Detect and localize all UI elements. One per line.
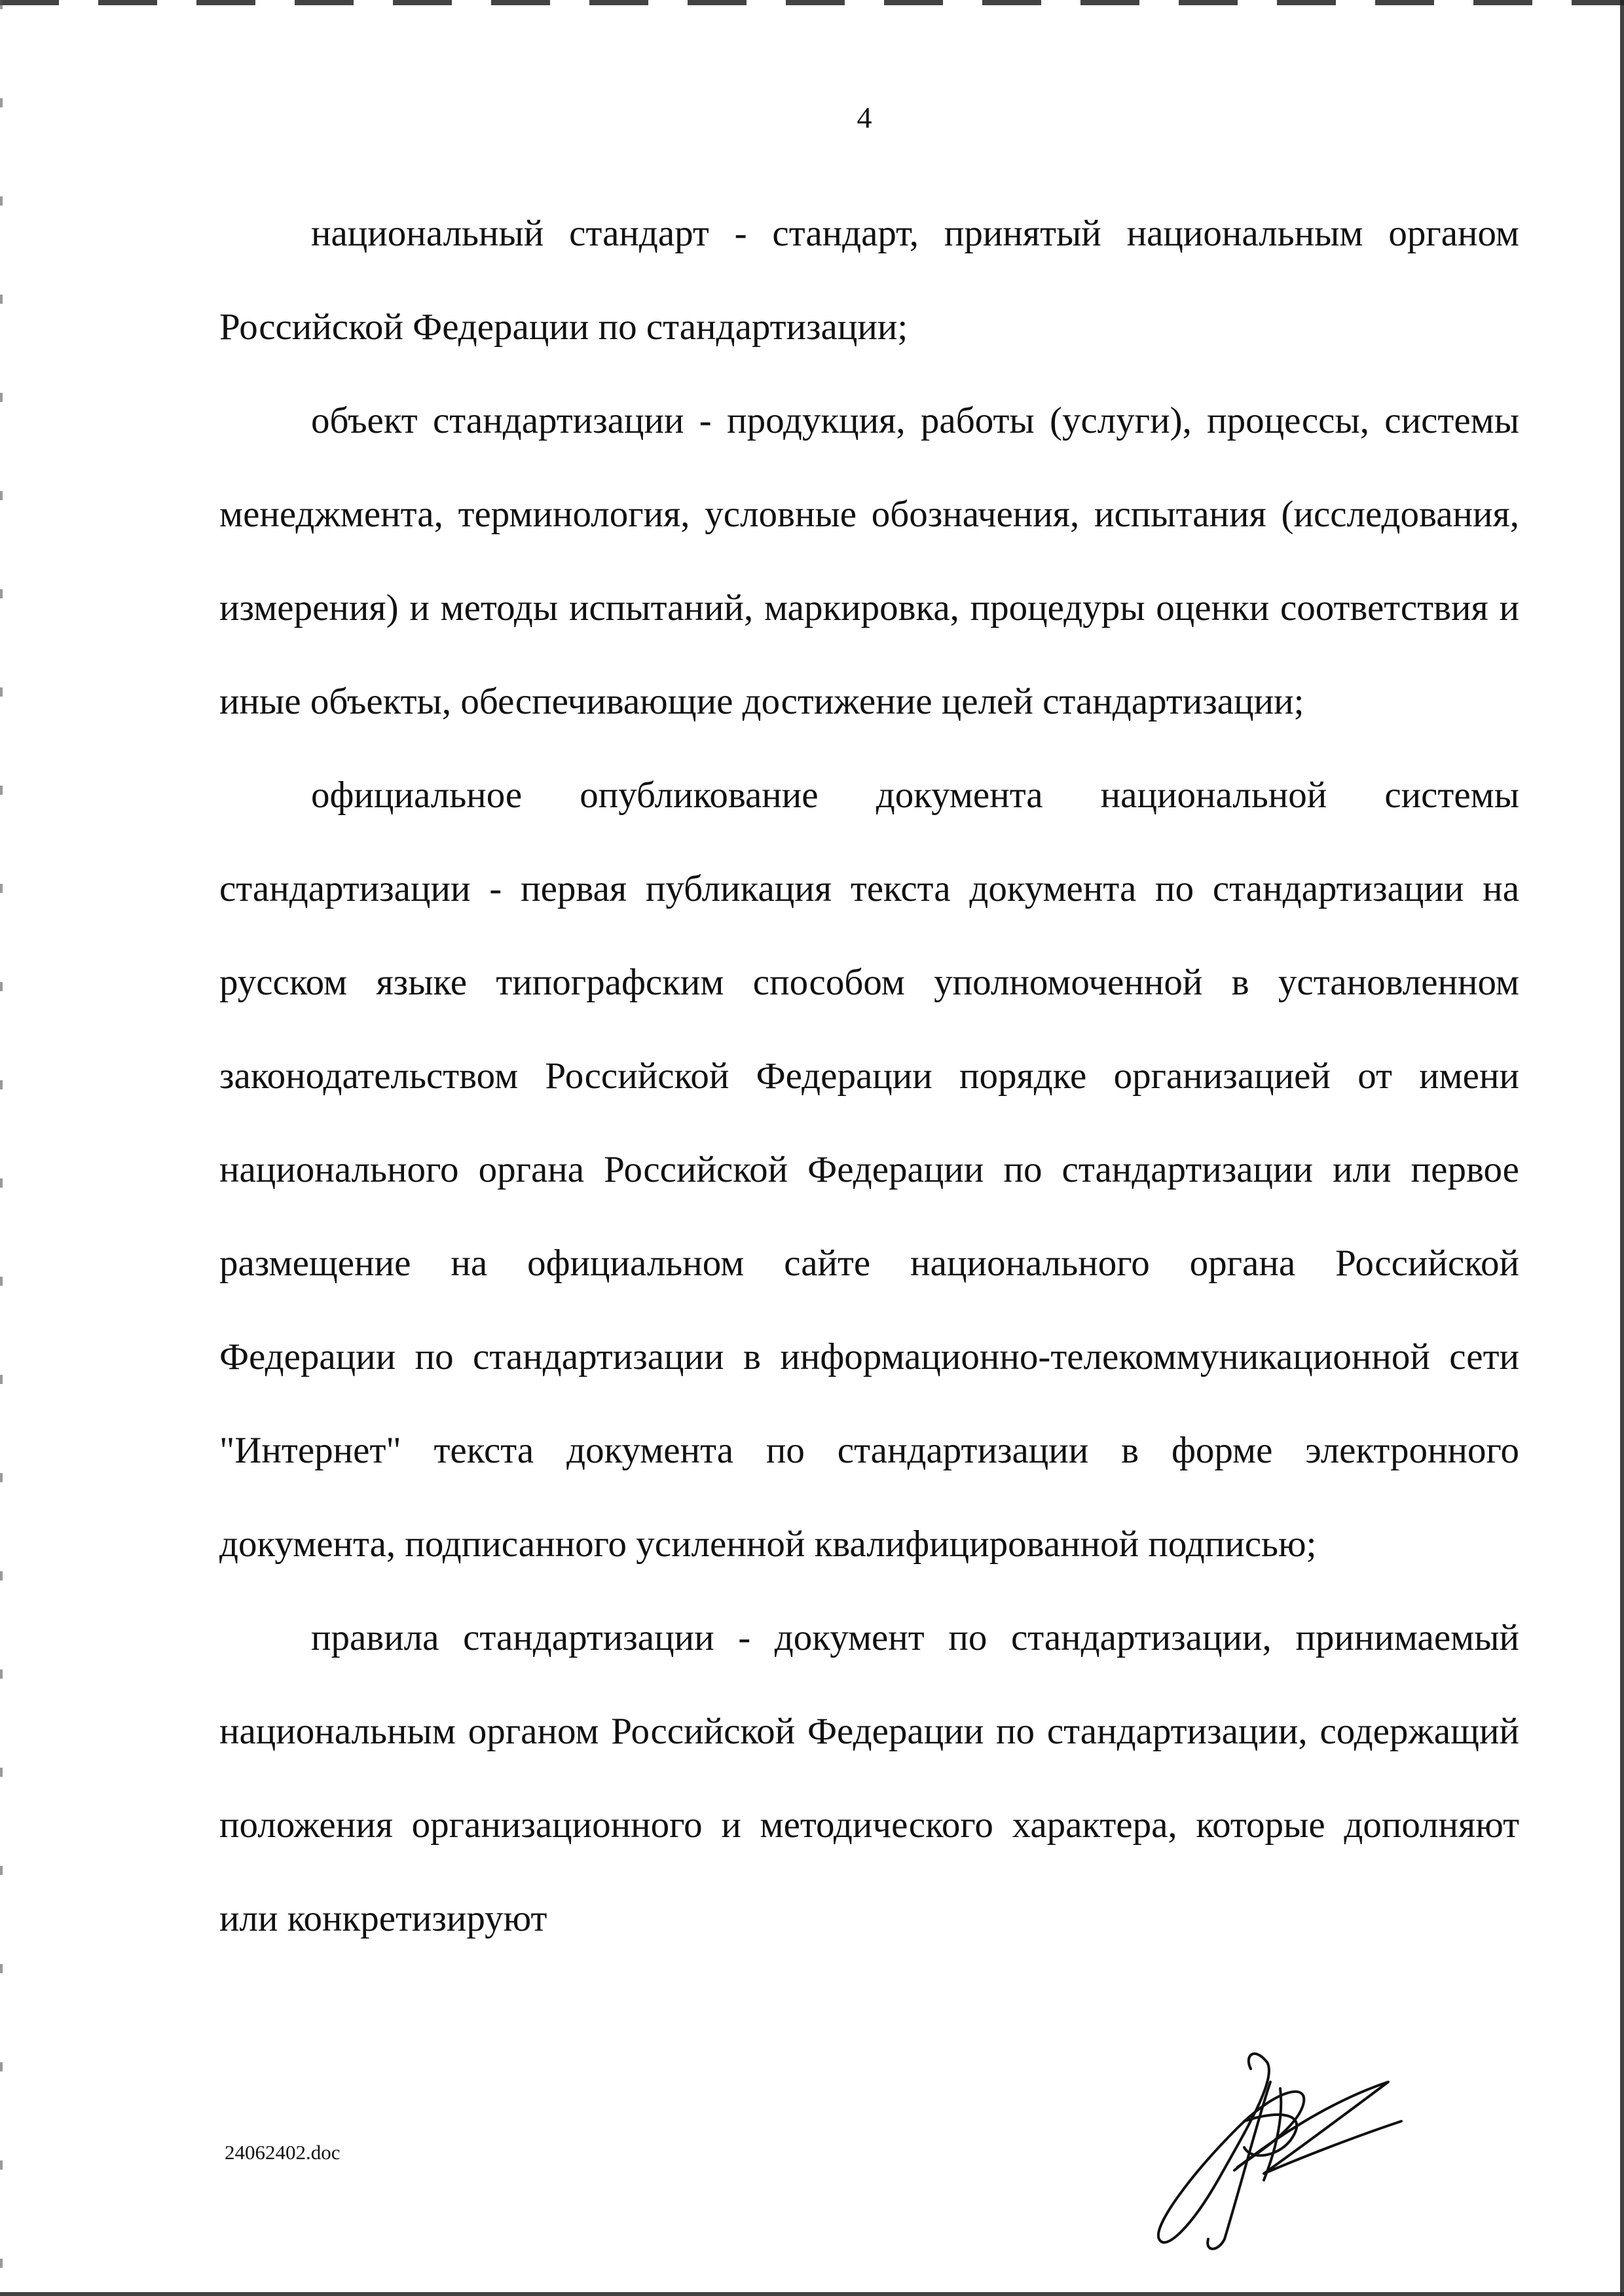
page-number: 4 bbox=[857, 101, 872, 134]
paragraph-official-publication: официальное опубликование документа национальной системы стандартизации - первая публикация текста документа по стандартизации на русском языке типографским способом уполномоченной в установленном законодательством Российской Федерации порядке организацией от имени национального органа Российской Федерации по стандартизации или первое размещение на официальном сайте национального органа Российской Федерации по стандартизации в информационно-телекоммуникационной сети "Интернет" текста документа по стандартизации в форме электронного документа, подписанного усиленной квалифицированной подписью; bbox=[219, 774, 1519, 1565]
scan-edge-bottom bbox=[0, 2292, 1624, 2296]
body-text bbox=[219, 187, 1519, 1965]
scan-edge-top bbox=[0, 0, 1624, 5]
footer-filename: 24062402.doc bbox=[225, 2141, 341, 2164]
scan-edge-right bbox=[1620, 0, 1624, 2296]
handwritten-signature bbox=[1113, 2043, 1428, 2259]
paragraph-standardization-rules: правила стандартизации - документ по стандартизации, принимаемый национальным органом Российской Федерации по стандартизации, содержащий положения организационного и методического характера, которые дополняют или конкретизируют bbox=[219, 1617, 1519, 1939]
paragraph-standardization-object: объект стандартизации - продукция, работы (услуги), процессы, системы менеджмента, терминология, условные обозначения, испытания (исследования, измерения) и методы испытаний, маркировка, процедуры оценки соответствия и иные объекты, обеспечивающие достижение целей стандартизации; bbox=[219, 400, 1519, 722]
paragraph-national-standard: национальный стандарт - стандарт, принятый национальным органом Российской Федерации по стандартизации; bbox=[219, 213, 1519, 348]
scan-edge-left bbox=[0, 0, 3, 2296]
